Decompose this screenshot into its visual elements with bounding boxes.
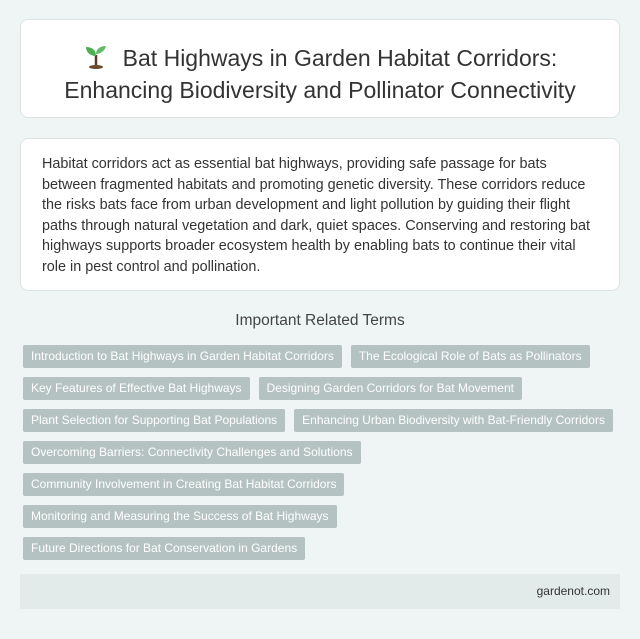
footer-site-link[interactable]: gardenot.com — [536, 584, 610, 598]
related-term-tag[interactable]: Designing Garden Corridors for Bat Movement — [259, 377, 522, 400]
related-term-tag[interactable]: Community Involvement in Creating Bat Habitat Corridors — [23, 473, 344, 496]
tag-row — [23, 473, 344, 496]
related-term-tag[interactable]: The Ecological Role of Bats as Pollinators — [351, 345, 590, 368]
related-term-tag[interactable]: Key Features of Effective Bat Highways — [23, 377, 250, 400]
related-term-tag[interactable]: Overcoming Barriers: Connectivity Challenges and Solutions — [23, 441, 361, 464]
tag-row — [23, 505, 337, 528]
related-term-tag[interactable]: Plant Selection for Supporting Bat Populations — [23, 409, 285, 432]
tag-row — [23, 441, 361, 464]
header-card — [20, 19, 620, 118]
footer — [20, 574, 620, 609]
related-term-tag[interactable]: Enhancing Urban Biodiversity with Bat-Friendly Corridors — [294, 409, 613, 432]
tag-row — [23, 537, 305, 560]
related-term-tag[interactable]: Monitoring and Measuring the Success of Bat Highways — [23, 505, 337, 528]
sprout-icon — [83, 43, 109, 69]
related-term-tag[interactable]: Introduction to Bat Highways in Garden Habitat Corridors — [23, 345, 342, 368]
intro-text: Habitat corridors act as essential bat highways, providing safe passage for bats between fragmented habitats and promoting genetic diversity. These corridors reduce the risks bats face from urban development and light pollution by guiding their flight paths through natural vegetation and dark, quiet spaces. Conserving and restoring bat highways supports broader ecosystem health by enabling bats to continue their vital role in pest control and pollination. — [42, 156, 590, 275]
title-line-2: Enhancing Biodiversity and Pollinator Connectivity — [64, 77, 576, 103]
page-title — [21, 42, 619, 106]
tag-row — [23, 409, 613, 432]
tag-row — [23, 345, 590, 368]
related-terms-heading: Important Related Terms — [235, 312, 405, 329]
related-term-tag[interactable]: Future Directions for Bat Conservation in Gardens — [23, 537, 305, 560]
intro-card — [20, 138, 620, 291]
title-line-1: Bat Highways in Garden Habitat Corridors: — [122, 45, 558, 71]
tag-row — [23, 377, 522, 400]
